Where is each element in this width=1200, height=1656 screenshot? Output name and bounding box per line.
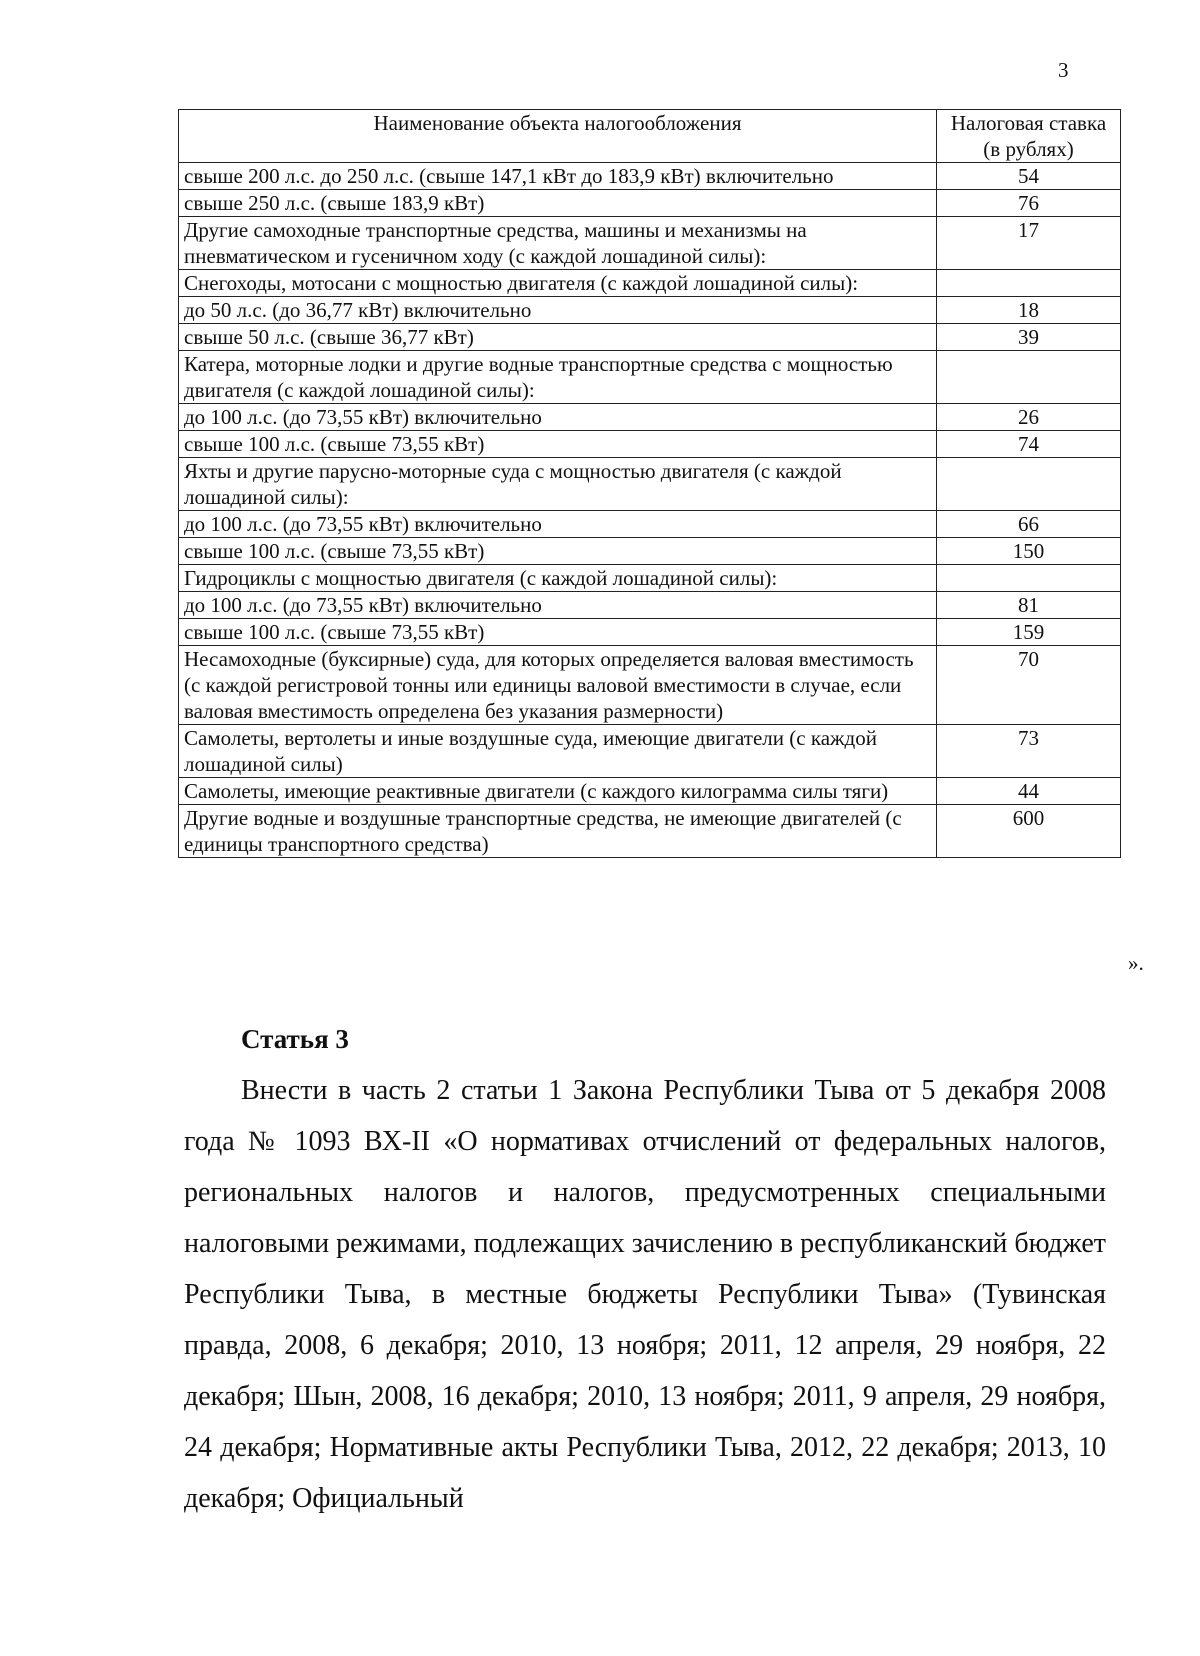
cell-object-name: Самолеты, имеющие реактивные двигатели (с каждого килограмма силы тяги) [179,778,937,805]
article-body-text: Внести в часть 2 статьи 1 Закона Республики Тыва от 5 декабря 2008 года № 1093 ВХ-II «О нормативах отчислений от федеральных налогов, региональных налогов и налогов, предусмотренных специальными налоговыми режимами, подлежащих зачислению в республиканский бюджет Республики Тыва, в местные бюджеты Республики Тыва» (Тувинская правда, 2008, 6 декабря; 2010, 13 ноября; 2011, 12 апреля, 29 ноября, 22 декабря; Шын, 2008, 16 декабря; 2010, 13 ноября; 2011, 9 апреля, 29 ноября, 24 декабря; Нормативные акты Республики Тыва, 2012, 22 декабря; 2013, 10 декабря; Официальный [184,1075,1106,1514]
table-row [179,565,1121,592]
cell-object-name: Несамоходные (буксирные) суда, для которых определяется валовая вместимость (с каждой регистровой тонны или единицы валовой вместимости в случае, если валовая вместимость определена без указания размерности) [179,646,937,725]
cell-object-name: свыше 50 л.с. (свыше 36,77 кВт) [179,324,937,351]
cell-object-name: свыше 100 л.с. (свыше 73,55 кВт) [179,538,937,565]
cell-tax-rate: 26 [937,404,1121,431]
cell-tax-rate: 66 [937,511,1121,538]
page-number: 3 [1058,58,1069,82]
table-row [179,725,1121,778]
column-header-object: Наименование объекта налогообложения [179,110,937,163]
cell-object-name: до 100 л.с. (до 73,55 кВт) включительно [179,592,937,619]
cell-object-name: Яхты и другие парусно-моторные суда с мощностью двигателя (с каждой лошадиной силы): [179,458,937,511]
table-row [179,646,1121,725]
cell-tax-rate: 74 [937,431,1121,458]
cell-tax-rate: 70 [937,646,1121,725]
cell-object-name: Гидроциклы с мощностью двигателя (с каждой лошадиной силы): [179,565,937,592]
table-row [179,270,1121,297]
table-row [179,805,1121,858]
cell-object-name: свыше 100 л.с. (свыше 73,55 кВт) [179,619,937,646]
table-row [179,351,1121,404]
cell-tax-rate [937,270,1121,297]
table-row [179,619,1121,646]
cell-object-name: до 100 л.с. (до 73,55 кВт) включительно [179,404,937,431]
cell-object-name: Самолеты, вертолеты и иные воздушные суда, имеющие двигатели (с каждой лошадиной силы) [179,725,937,778]
table-body [179,163,1121,858]
cell-tax-rate [937,351,1121,404]
table-row [179,458,1121,511]
table-row [179,163,1121,190]
cell-tax-rate: 18 [937,297,1121,324]
cell-tax-rate: 150 [937,538,1121,565]
table-row [179,217,1121,270]
table-row [179,404,1121,431]
tax-rate-table [178,109,1121,858]
cell-tax-rate: 81 [937,592,1121,619]
cell-object-name: свыше 250 л.с. (свыше 183,9 кВт) [179,190,937,217]
cell-tax-rate: 17 [937,217,1121,270]
cell-tax-rate: 76 [937,190,1121,217]
column-header-rate: Налоговая ставка (в рублях) [937,110,1121,163]
cell-object-name: Катера, моторные лодки и другие водные транспортные средства с мощностью двигателя (с каждой лошадиной силы): [179,351,937,404]
cell-tax-rate [937,565,1121,592]
cell-object-name: свыше 200 л.с. до 250 л.с. (свыше 147,1 кВт до 183,9 кВт) включительно [179,163,937,190]
table-row [179,297,1121,324]
cell-tax-rate: 44 [937,778,1121,805]
cell-object-name: Другие самоходные транспортные средства, машины и механизмы на пневматическом и гусеничном ходу (с каждой лошадиной силы): [179,217,937,270]
cell-object-name: Снегоходы, мотосани с мощностью двигателя (с каждой лошадиной силы): [179,270,937,297]
cell-tax-rate: 159 [937,619,1121,646]
table-row [179,592,1121,619]
closing-quote: ». [1128,951,1144,975]
cell-object-name: до 100 л.с. (до 73,55 кВт) включительно [179,511,937,538]
cell-object-name: до 50 л.с. (до 36,77 кВт) включительно [179,297,937,324]
cell-tax-rate: 600 [937,805,1121,858]
cell-object-name: Другие водные и воздушные транспортные средства, не имеющие двигателей (с единицы транспортного средства) [179,805,937,858]
table-row [179,431,1121,458]
cell-tax-rate: 39 [937,324,1121,351]
cell-tax-rate: 73 [937,725,1121,778]
table-row [179,190,1121,217]
article-heading: Статья 3 [241,1024,349,1054]
table-row [179,538,1121,565]
table-header-row [179,110,1121,163]
cell-tax-rate [937,458,1121,511]
cell-object-name: свыше 100 л.с. (свыше 73,55 кВт) [179,431,937,458]
table-row [179,778,1121,805]
table-row [179,511,1121,538]
table-row [179,324,1121,351]
cell-tax-rate: 54 [937,163,1121,190]
